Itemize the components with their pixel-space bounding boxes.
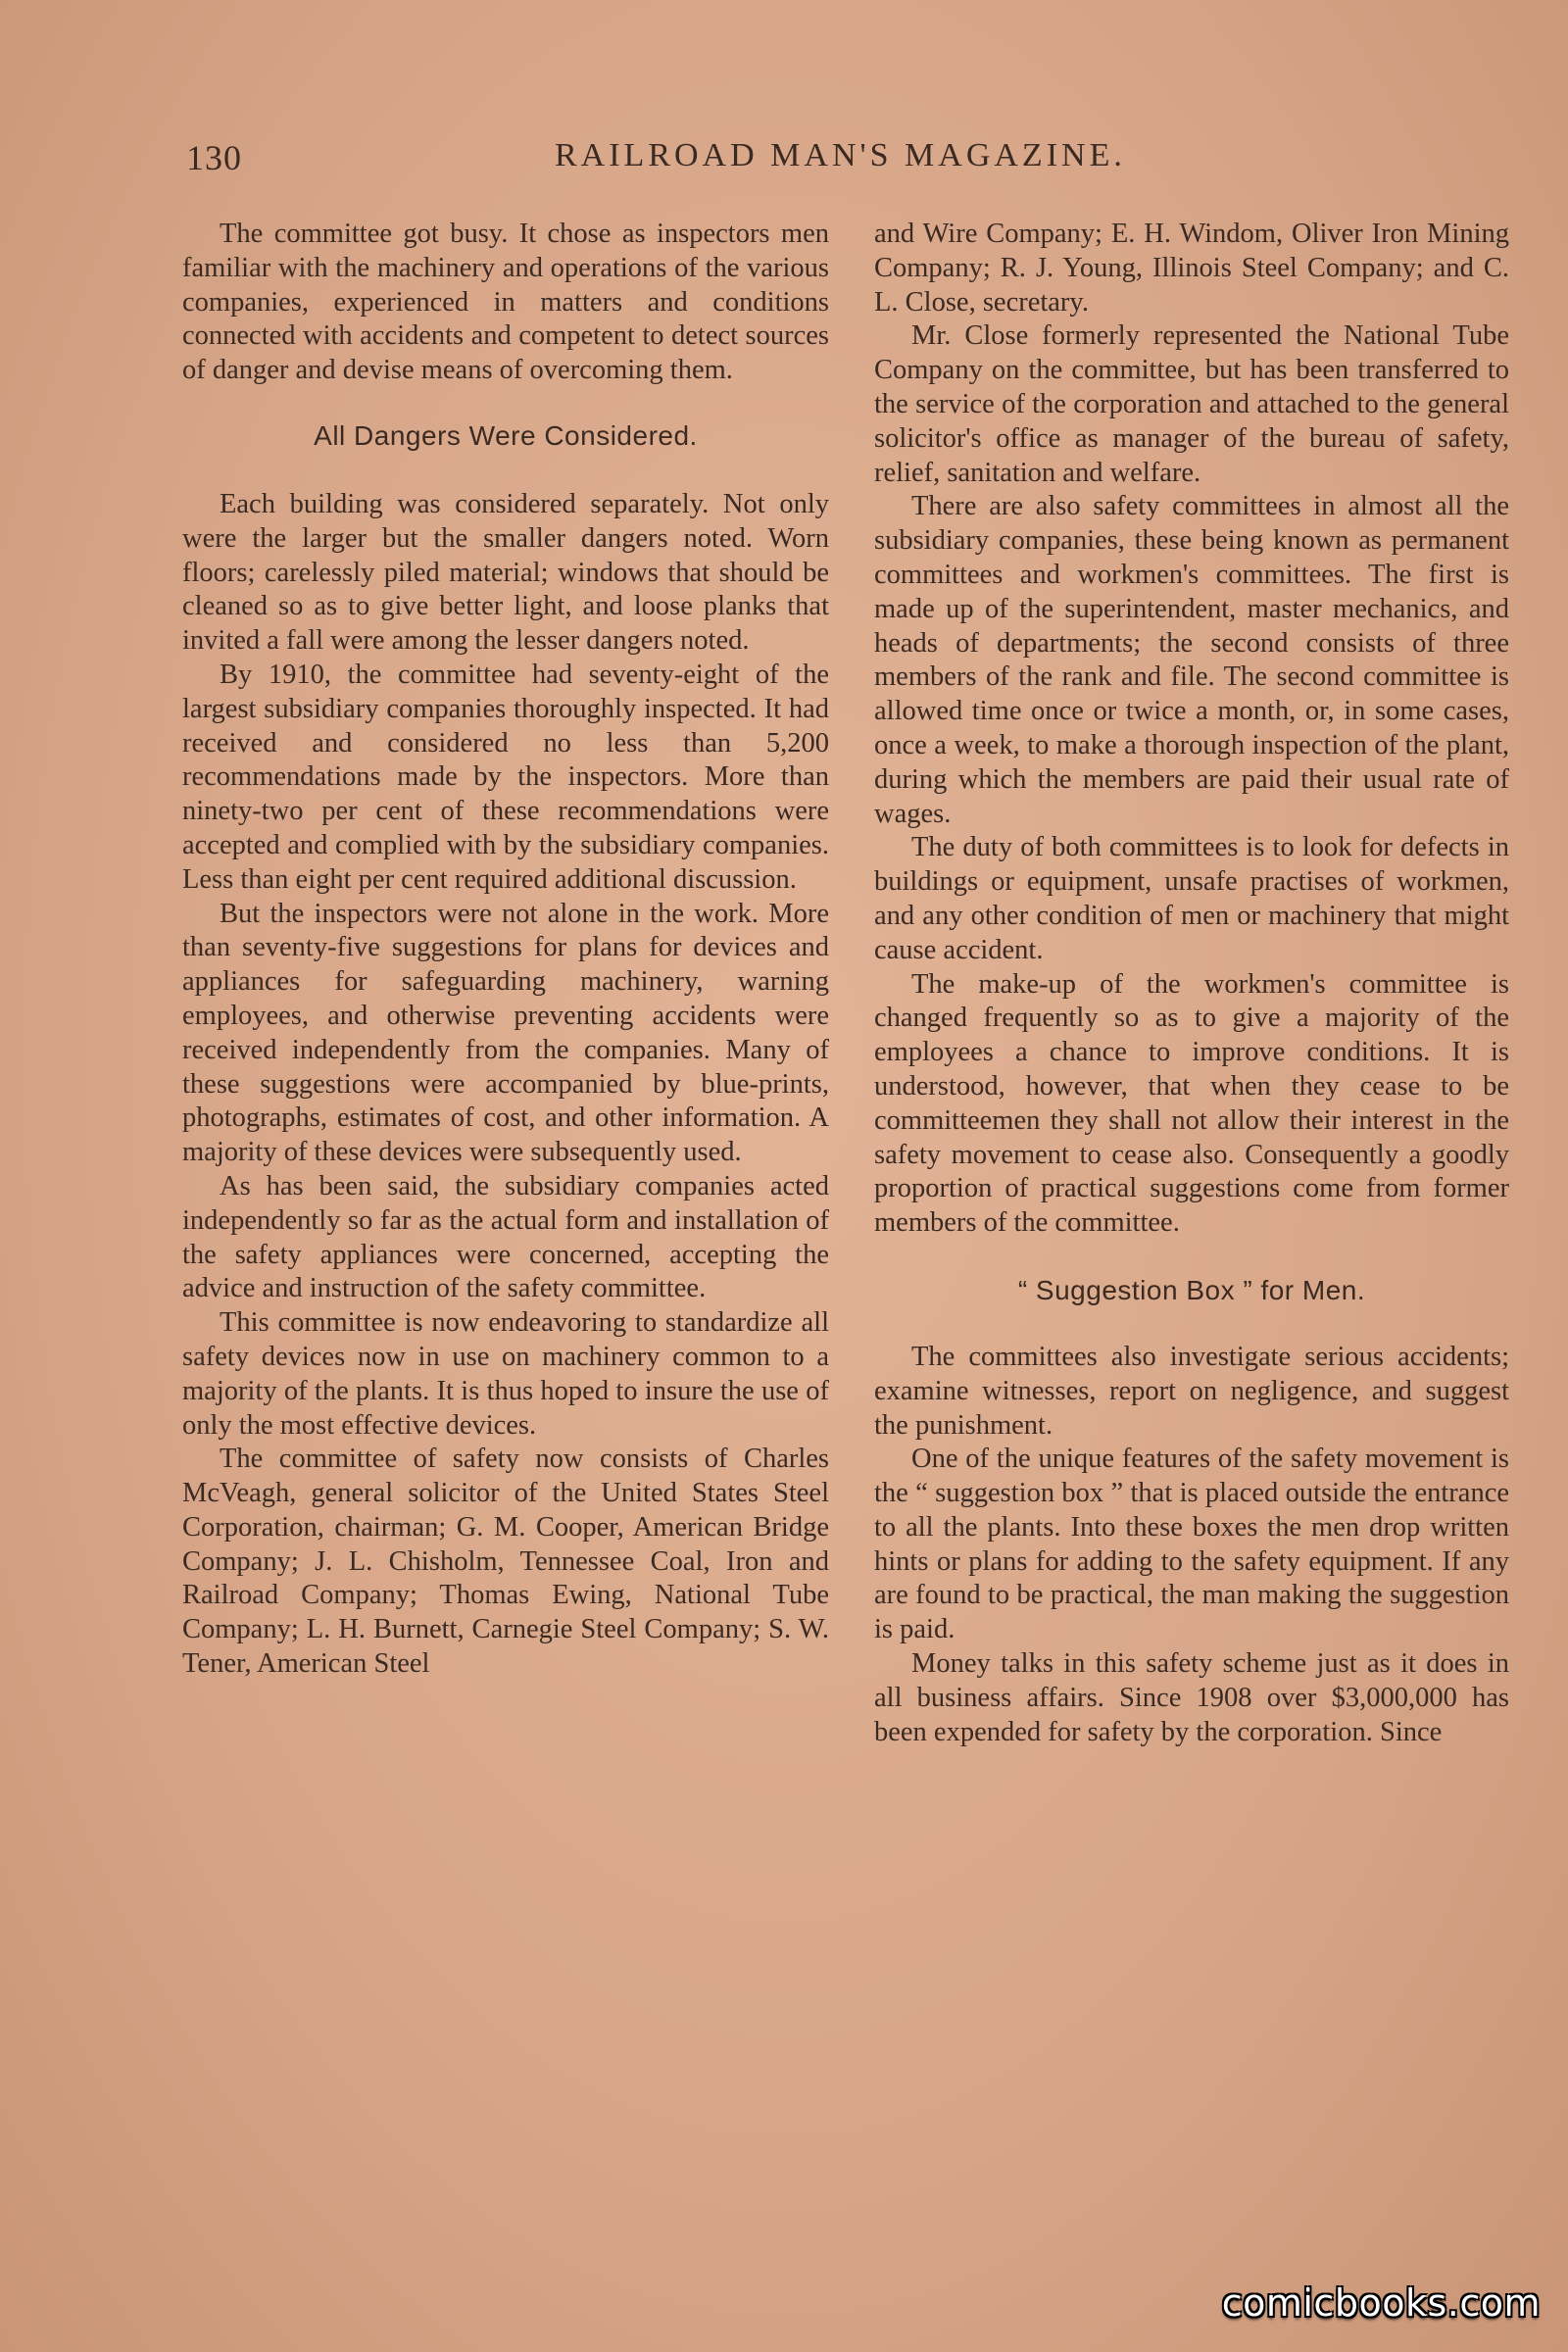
paragraph: The committee of safety now consists of Charles McVeagh, general solicitor of the United States Steel Corporation, chairman; G. M. Cooper, American Bridge Company; J. L. Chisholm, Tennessee Coal, Iron and Railroad Company; Thomas Ewing, National Tube Company; L. H. Burnett, Carnegie Steel Company; S. W. Tener, American Steel	[182, 1444, 829, 1680]
paragraph: But the inspectors were not alone in the work. More than seventy-five suggestions for plans for devices and appliances for safeguarding machinery, warning employees, and otherwise preventing accidents were received independently from the companies. Many of these suggestions were accompanied by blue-prints, photographs, estimates of cost, and other information. A majority of these devices were subsequently used.	[182, 898, 829, 1168]
left-column	[182, 218, 829, 1682]
page-number: 130	[186, 138, 242, 177]
paragraph: Money talks in this safety scheme just as it does in all business affairs. Since 1908 over $3,000,000 has been expended for safety by the corporation. Since	[874, 1648, 1509, 1747]
paragraph: The committee got busy. It chose as inspectors men familiar with the machinery and operations of the various companies, experienced in matters and conditions connected with accidents and competent to detect sources of danger and devise means of overcoming them.	[182, 219, 829, 386]
paragraph: The committees also investigate serious accidents; examine witnesses, report on negligence, and suggest the punishment.	[874, 1341, 1509, 1441]
paragraph: and Wire Company; E. H. Windom, Oliver Iron Mining Company; R. J. Young, Illinois Steel Company; and C. L. Close, secretary.	[874, 219, 1509, 318]
section-heading: All Dangers Were Considered.	[314, 419, 698, 451]
paragraph: Each building was considered separately. Not only were the larger but the smaller dangers noted. Worn floors; carelessly piled material; windows that should be cleaned so as to give better light, and loose planks that invited a fall were among the lesser dangers noted.	[182, 488, 829, 657]
paragraph: The duty of both committees is to look for defects in buildings or equipment, unsafe practises of workmen, and any other condition of men or machinery that might cause accident.	[874, 832, 1509, 965]
paragraph: Mr. Close formerly represented the National Tube Company on the committee, but has been transferred to the service of the corporation and attached to the general solicitor's office as manager of the bureau of safety, relief, sanitation and welfare.	[874, 320, 1509, 488]
page-header	[186, 137, 1166, 186]
paragraph: One of the unique features of the safety movement is the “ suggestion box ” that is placed outside the entrance to all the plants. Into these boxes the men drop written hints or plans for adding to the safety equipment. If any are found to be practical, the man making the suggestion is paid.	[874, 1444, 1509, 1645]
watermark: comicbooks.com	[1221, 2281, 1541, 2325]
paragraph: This committee is now endeavoring to standardize all safety devices now in use on machinery common to a majority of the plants. It is thus hoped to insure the use of only the most effective devices.	[182, 1307, 829, 1441]
paragraph: As has been said, the subsidiary companies acted independently so far as the actual form and installation of the safety appliances were concerned, accepting the advice and instruction of the safety committee.	[182, 1170, 829, 1304]
running-title: RAILROAD MAN'S MAGAZINE.	[555, 137, 1126, 173]
paragraph: The make-up of the workmen's committee is changed frequently so as to give a majority of the employees a chance to improve conditions. It is understood, however, that when they cease to be committeemen they shall not allow their interest in the safety movement to cease also. Consequently a goodly proportion of practical suggestions come from former members of the committee.	[874, 968, 1509, 1239]
right-column	[874, 218, 1509, 1749]
paragraph: By 1910, the committee had seventy-eight of the largest subsidiary companies thoroughly inspected. It had received and considered no less than 5,200 recommendations made by the inspectors. More than ninety-two per cent of these recommendations were accepted and complied with by the subsidiary companies. Less than eight per cent required additional discussion.	[182, 659, 829, 895]
paragraph: There are also safety committees in almost all the subsidiary companies, these being known as permanent committees and workmen's committees. The first is made up of the superintendent, master mechanics, and heads of departments; the second consists of three members of the rank and file. The second committee is allowed time once or twice a month, or, in some cases, once a week, to make a thorough inspection of the plant, during which the members are paid their usual rate of wages.	[874, 491, 1509, 829]
section-heading: “ Suggestion Box ” for Men.	[1017, 1274, 1366, 1305]
